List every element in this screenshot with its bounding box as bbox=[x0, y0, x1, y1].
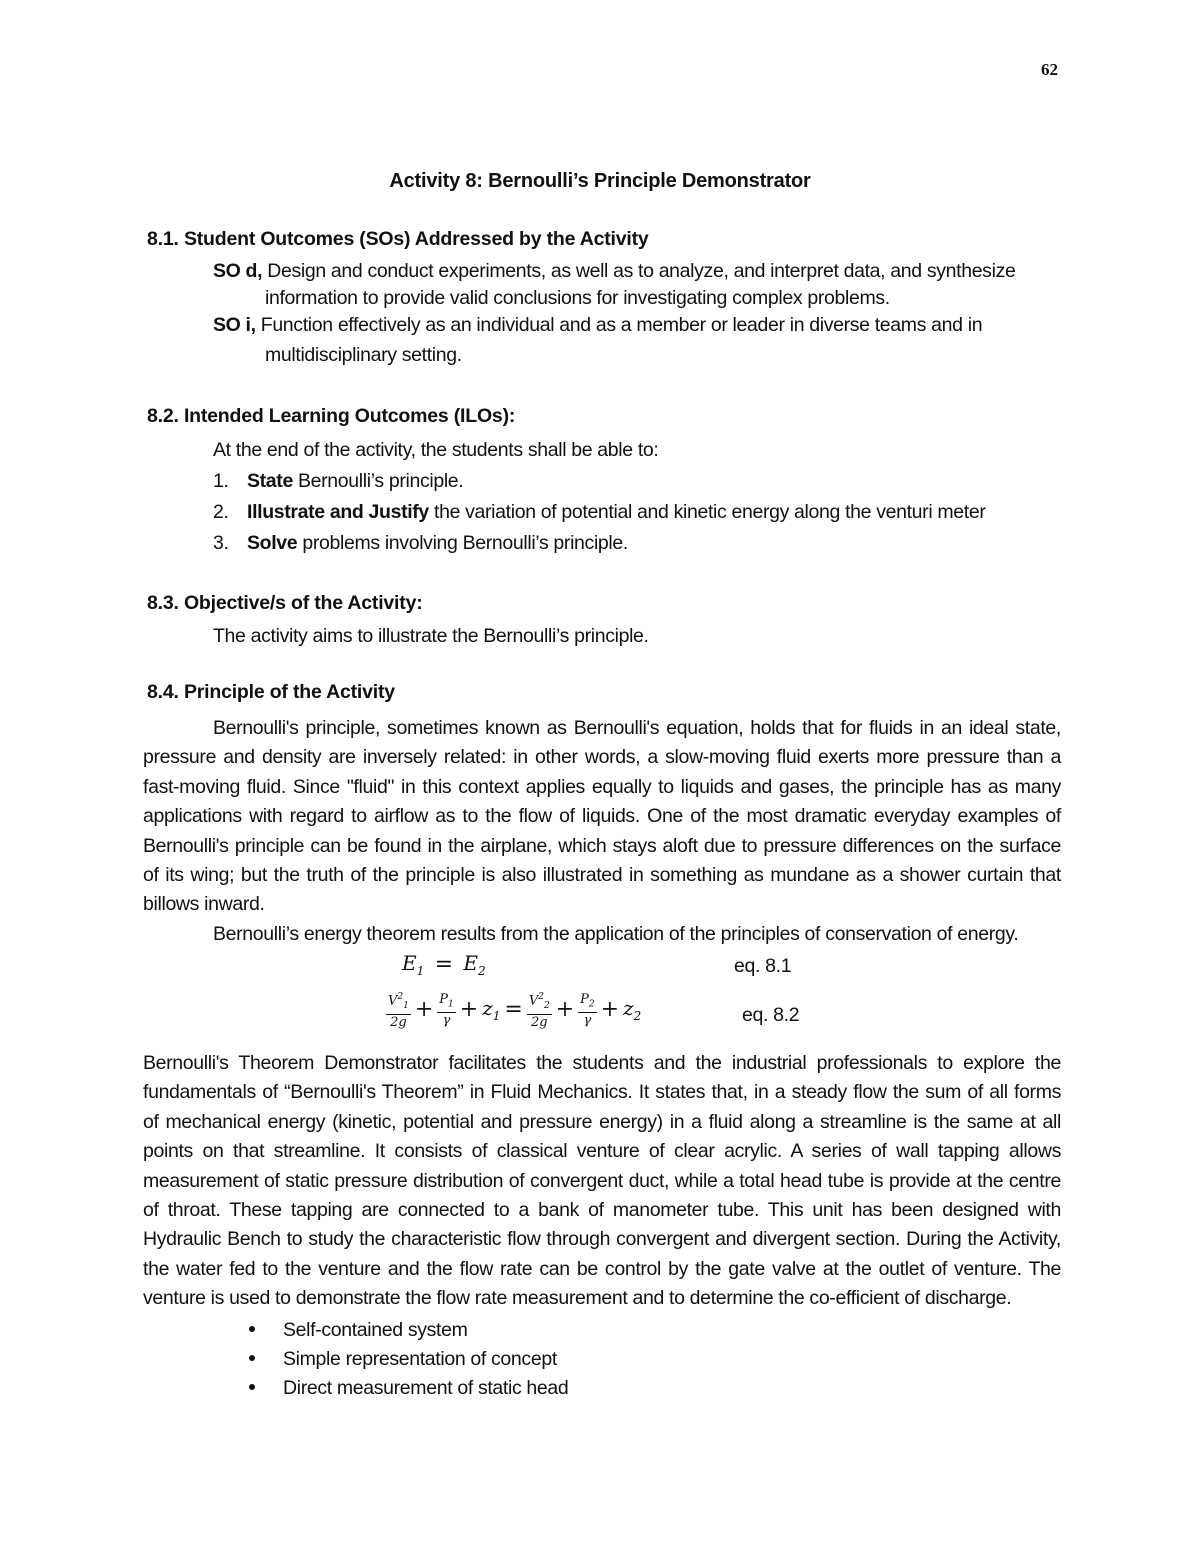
paragraph-line: fast-moving fluid. Since "fluid" in this context applies equally to liquids and gases, the principle has as many bbox=[143, 775, 1061, 798]
so-i-label: SO i, bbox=[213, 314, 256, 336]
feature-bullet-2 bbox=[249, 1345, 557, 1374]
ilo-text: Bernoulli’s principle. bbox=[292, 470, 464, 492]
paragraph-line: measurement of static pressure distribution of convergent duct, while a total head tube is provide at the centre bbox=[143, 1169, 1061, 1192]
bullet-text: Self-contained system bbox=[283, 1319, 468, 1341]
paragraph-line: pressure and density are inversely related: in other words, a slow-moving fluid exerts more pressure than a bbox=[143, 746, 1061, 769]
ilo-item-3 bbox=[213, 529, 628, 558]
so-d-line2: information to provide valid conclusions for investigating complex problems. bbox=[265, 287, 890, 309]
paragraph-line: venture is used to demonstrate the flow rate measurement and to determine the co-efficient of discharge. bbox=[143, 1287, 1012, 1310]
so-d-line1 bbox=[213, 257, 1015, 286]
paragraph-line: Bernoulli's Theorem Demonstrator facilitates the students and the industrial professionals to explore the bbox=[143, 1052, 1061, 1074]
principle-paragraph-2: Bernoulli’s energy theorem results from the application of the principles of conservation of energy. bbox=[213, 923, 1019, 945]
so-d-text: Design and conduct experiments, as well as to analyze, and interpret data, and synthesize bbox=[262, 260, 1016, 282]
equation-8-2-label: eq. 8.2 bbox=[742, 1004, 800, 1026]
ilo-text: the variation of potential and kinetic energy along the venturi meter bbox=[428, 501, 986, 523]
ilo-item-2 bbox=[213, 498, 985, 527]
ilo-text: problems involving Bernoulli’s principle. bbox=[297, 532, 628, 554]
ilo-number: 3. bbox=[213, 532, 229, 554]
paragraph-line: billows inward. bbox=[143, 893, 265, 916]
section-8-2-heading: 8.2. Intended Learning Outcomes (ILOs): bbox=[147, 405, 516, 427]
ilo-verb: Solve bbox=[247, 532, 298, 554]
paragraph-line: of its wing; but the truth of the principle is also illustrated in something as mundane as a shower curtain that bbox=[143, 864, 1061, 887]
paragraph-line: Bernoulli's principle can be found in the airplane, which stays aloft due to pressure differences on the surface bbox=[143, 834, 1061, 857]
paragraph-line: applications with regard to airflow as to the flow of liquids. One of the most dramatic everyday examples of bbox=[143, 805, 1061, 828]
so-i-line2: multidisciplinary setting. bbox=[265, 344, 462, 366]
so-i-line1 bbox=[213, 311, 982, 340]
ilo-intro: At the end of the activity, the students shall be able to: bbox=[213, 439, 659, 461]
bullet-icon bbox=[249, 1384, 255, 1390]
feature-bullet-3 bbox=[249, 1374, 568, 1403]
equation-8-1-label: eq. 8.1 bbox=[734, 955, 792, 977]
paragraph-line: the water fed to the venture and the flow rate can be control by the gate valve at the outlet of venture. The bbox=[143, 1257, 1061, 1280]
bullet-text: Direct measurement of static head bbox=[283, 1377, 569, 1399]
paragraph-line: of throat. These tapping are connected to a bank of manometer tube. This unit has been designed with bbox=[143, 1199, 1061, 1222]
principle-paragraph-3 bbox=[143, 1049, 1061, 1314]
equation-8-2: $\frac{V^2_1}{2g}$ + $\frac{P_1}{\gamma}$ + $z_1$ = $\frac{V^2_2}{2g}$ + $\frac{P_2}{\gamma}$ + $z_2$ bbox=[388, 991, 642, 1030]
principle-paragraph-1 bbox=[143, 714, 1061, 920]
ilo-item-1 bbox=[213, 467, 463, 496]
page-number: 62 bbox=[1041, 60, 1058, 79]
equation-8-1: $E_1 = E_2$ bbox=[402, 951, 486, 978]
section-8-1-heading: 8.1. Student Outcomes (SOs) Addressed by the Activity bbox=[147, 228, 649, 250]
bullet-text: Simple representation of concept bbox=[283, 1348, 557, 1370]
ilo-verb: Illustrate and Justify bbox=[247, 501, 429, 523]
paragraph-line: Bernoulli's principle, sometimes known as Bernoulli's equation, holds that for fluids in an ideal state, bbox=[213, 717, 1061, 739]
ilo-verb: State bbox=[247, 470, 293, 492]
ilo-number: 2. bbox=[213, 501, 229, 523]
paragraph-line: Hydraulic Bench to study the characteristic flow through convergent and divergent section. During the Activity, bbox=[143, 1228, 1061, 1251]
so-d-label: SO d, bbox=[213, 260, 263, 282]
feature-bullet-1 bbox=[249, 1316, 468, 1345]
bullet-icon bbox=[249, 1355, 255, 1361]
paragraph-line: of mechanical energy (kinetic, potential and pressure energy) in a fluid along a streamline is the same at all bbox=[143, 1110, 1061, 1133]
objective-text: The activity aims to illustrate the Bernoulli’s principle. bbox=[213, 625, 649, 647]
page-title: Activity 8: Bernoulli’s Principle Demonstrator bbox=[389, 170, 811, 192]
section-8-4-heading: 8.4. Principle of the Activity bbox=[147, 681, 395, 703]
so-i-text: Function effectively as an individual and as a member or leader in diverse teams and in bbox=[255, 314, 983, 336]
paragraph-line: fundamentals of “Bernoulli's Theorem” in Fluid Mechanics. It states that, in a steady flow the sum of all forms bbox=[143, 1081, 1061, 1104]
ilo-number: 1. bbox=[213, 470, 229, 492]
section-8-3-heading: 8.3. Objective/s of the Activity: bbox=[147, 592, 423, 614]
paragraph-line: points on that streamline. It consists of classical venture of clear acrylic. A series of wall tapping allows bbox=[143, 1140, 1061, 1163]
bullet-icon bbox=[249, 1326, 255, 1332]
